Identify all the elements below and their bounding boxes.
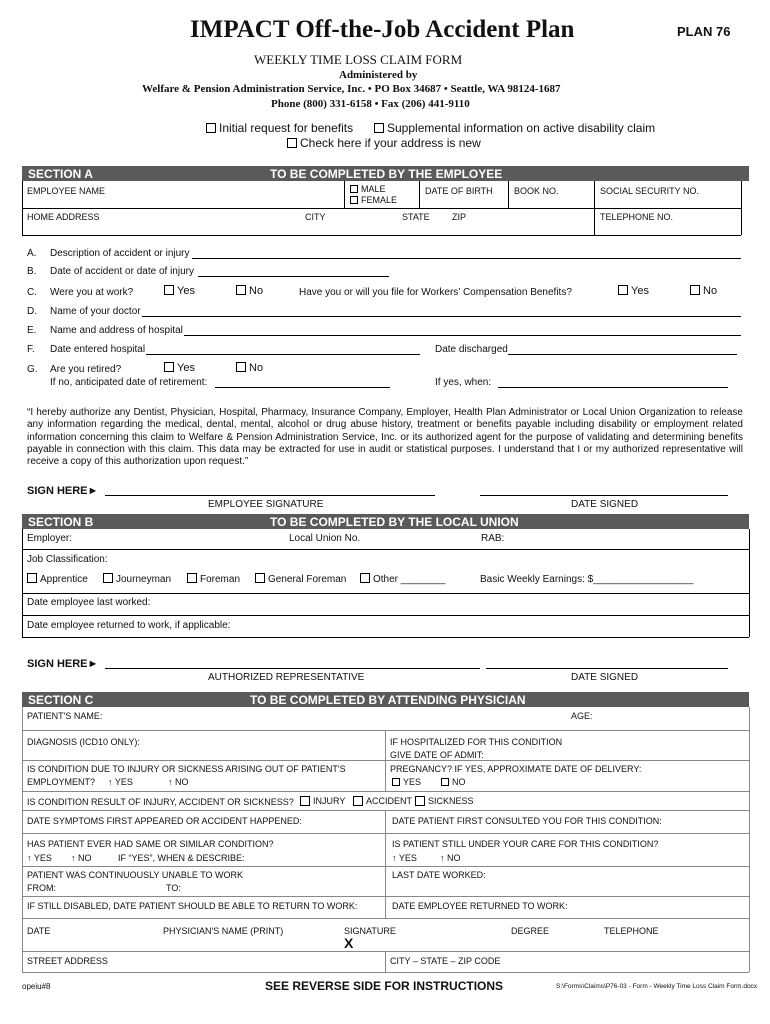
retired-when-line[interactable] xyxy=(498,387,728,388)
union-label: opeiu#8 xyxy=(22,982,51,991)
checkbox[interactable] xyxy=(287,138,297,148)
first-consulted-label: DATE PATIENT FIRST CONSULTED YOU FOR THIS CONDITION: xyxy=(392,816,662,826)
authorized-rep-label: AUTHORIZED REPRESENTATIVE xyxy=(208,672,365,683)
sign-here-a: SIGN HERE► xyxy=(27,485,99,497)
ssn-label: SOCIAL SECURITY NO. xyxy=(600,186,700,196)
checkbox[interactable] xyxy=(206,123,216,133)
male-option[interactable]: MALE xyxy=(350,184,386,194)
q-d-letter: D. xyxy=(27,306,37,317)
pregnancy-yes[interactable]: YES xyxy=(392,777,421,787)
doctor-name-line[interactable] xyxy=(142,316,741,317)
date-discharged-label: Date discharged xyxy=(435,344,508,355)
retirement-date-line[interactable] xyxy=(215,387,390,388)
diagnosis-label: DIAGNOSIS (ICD10 ONLY): xyxy=(27,737,140,747)
section-b-header xyxy=(22,514,749,529)
employee-date-label: DATE SIGNED xyxy=(571,499,639,510)
at-work-yes[interactable]: Yes xyxy=(164,285,195,297)
similar-no[interactable]: ↑ NO xyxy=(71,853,92,863)
able-return-label: IF STILL DISABLED, DATE PATIENT SHOULD BE ABLE TO RETURN TO WORK: xyxy=(27,901,358,911)
accident-option[interactable]: ACCIDENT xyxy=(353,796,412,807)
general-foreman-option[interactable]: General Foreman xyxy=(255,574,346,585)
foreman-option[interactable]: Foreman xyxy=(187,574,240,585)
q-g-letter: G. xyxy=(27,364,38,375)
to-label: TO: xyxy=(166,883,181,893)
if-hospitalized-label: IF HOSPITALIZED FOR THIS CONDITION xyxy=(390,737,563,747)
last-date-worked-label: LAST DATE WORKED: xyxy=(392,870,486,880)
section-a-header xyxy=(22,166,749,181)
employee-signature-line[interactable] xyxy=(105,495,435,496)
phys-signature-label: SIGNATURE xyxy=(344,926,396,936)
section-b-label: SECTION B xyxy=(28,515,94,529)
date-entered-hospital-line[interactable] xyxy=(146,354,420,355)
retired-when-label: If yes, when: xyxy=(435,377,492,388)
q-e-letter: E. xyxy=(27,325,37,336)
at-work-label: Were you at work? xyxy=(50,287,134,298)
patient-name-label: PATIENT'S NAME: xyxy=(27,711,103,721)
date-returned-label: DATE EMPLOYEE RETURNED TO WORK: xyxy=(392,901,568,911)
admit-date-label: GIVE DATE OF ADMIT: xyxy=(390,750,484,760)
phys-telephone-label: TELEPHONE xyxy=(604,926,659,936)
degree-label: DEGREE xyxy=(511,926,550,936)
q-b-letter: B. xyxy=(27,266,37,277)
basic-weekly-earnings-label: Basic Weekly Earnings: $__________________ xyxy=(480,574,694,585)
accident-date-label: Date of accident or date of injury xyxy=(50,266,194,277)
section-a-heading: TO BE COMPLETED BY THE EMPLOYEE xyxy=(270,167,503,181)
injury-option[interactable]: INJURY xyxy=(300,796,345,807)
symptoms-date-label: DATE SYMPTOMS FIRST APPEARED OR ACCIDENT HAPPENED: xyxy=(27,816,302,826)
journeyman-option[interactable]: Journeyman xyxy=(103,574,171,585)
section-c-header xyxy=(22,692,749,707)
retired-label: Are you retired? xyxy=(50,364,122,375)
local-union-label: Local Union No. xyxy=(289,533,361,544)
new-address-option[interactable]: Check here if your address is new xyxy=(287,136,481,150)
supplemental-option[interactable]: Supplemental information on active disability claim xyxy=(374,121,655,135)
doctor-name-label: Name of your doctor xyxy=(50,306,141,317)
other-option[interactable]: Other ________ xyxy=(360,574,445,585)
date-discharged-line[interactable] xyxy=(508,354,737,355)
accident-description-line[interactable] xyxy=(192,258,741,259)
city-label: CITY xyxy=(305,212,326,222)
female-option[interactable]: FEMALE xyxy=(350,195,397,205)
workers-comp-label: Have you or will you file for Workers’ Compensation Benefits? xyxy=(299,287,572,298)
administrator-phone: Phone (800) 331-6158 • Fax (206) 441-9110 xyxy=(271,98,470,110)
sickness-option[interactable]: SICKNESS xyxy=(415,796,474,807)
representative-date-label: DATE SIGNED xyxy=(571,672,639,683)
from-label: FROM: xyxy=(27,883,56,893)
section-a-label: SECTION A xyxy=(28,167,93,181)
workers-comp-yes[interactable]: Yes xyxy=(618,285,649,297)
state-label: STATE xyxy=(402,212,430,222)
phys-name-label: PHYSICIAN'S NAME (PRINT) xyxy=(163,926,284,936)
q-a-letter: A. xyxy=(27,248,37,259)
checkbox[interactable] xyxy=(374,123,384,133)
representative-signature-line[interactable] xyxy=(105,668,480,669)
accident-date-line[interactable] xyxy=(198,276,389,277)
employment-yes[interactable]: ↑ YES xyxy=(108,777,133,787)
hospital-line[interactable] xyxy=(184,335,741,336)
zip-label: ZIP xyxy=(452,212,467,222)
similar-condition-label: HAS PATIENT EVER HAD SAME OR SIMILAR CONDITION? xyxy=(27,839,274,849)
returned-to-work-label: Date employee returned to work, if applicable: xyxy=(27,620,231,631)
administered-by: Administered by xyxy=(339,69,418,81)
form-title: IMPACT Off-the-Job Accident Plan xyxy=(190,16,575,43)
hospital-label: Name and address of hospital xyxy=(50,325,183,336)
job-classification-label: Job Classification: xyxy=(27,554,108,565)
condition-result-label: IS CONDITION RESULT OF INJURY, ACCIDENT OR SICKNESS? xyxy=(27,797,294,807)
reverse-side-note: SEE REVERSE SIDE FOR INSTRUCTIONS xyxy=(265,979,504,993)
pregnancy-label: PREGNANCY? IF YES, APPROXIMATE DATE OF DELIVERY: xyxy=(390,764,642,774)
retired-yes[interactable]: Yes xyxy=(164,362,195,374)
telephone-label: TELEPHONE NO. xyxy=(600,212,674,222)
section-c-heading: TO BE COMPLETED BY ATTENDING PHYSICIAN xyxy=(250,693,526,707)
dob-label: DATE OF BIRTH xyxy=(425,186,493,196)
accident-description-label: Description of accident or injury xyxy=(50,248,190,259)
employment-label: EMPLOYMENT? xyxy=(27,777,96,787)
employee-date-line[interactable] xyxy=(480,495,728,496)
q-c-letter: C. xyxy=(27,287,37,298)
at-work-no[interactable]: No xyxy=(236,285,263,297)
pregnancy-no[interactable]: NO xyxy=(441,777,466,787)
employer-label: Employer: xyxy=(27,533,73,544)
city-state-zip-label: CITY – STATE – ZIP CODE xyxy=(390,956,501,966)
phys-date-label: DATE xyxy=(27,926,51,936)
authorization-statement: “I hereby authorize any Dentist, Physician, Hospital, Pharmacy, Insurance Company, Employer, Health Plan Administrator or Local Union Organization to release any information regarding the medical, dental, mental, alcohol or drug abuse history, treatment or benefits payable including disability or employment related information concerning this claim to Welfare & Pension Administration Service, Inc. or its authorized agent for the purpose of validating and determining benefits payable in connection with this claim. This data may be extracted for use in audit or statistical purposes. I understand that I or my authorized representative will receive a copy of this authorization upon request.” xyxy=(27,407,743,468)
employee-signature-label: EMPLOYEE SIGNATURE xyxy=(208,499,324,510)
under-care-yes[interactable]: ↑ YES xyxy=(392,853,417,863)
home-address-label: HOME ADDRESS xyxy=(27,212,100,222)
under-care-no[interactable]: ↑ NO xyxy=(440,853,461,863)
workers-comp-no[interactable]: No xyxy=(690,285,717,297)
similar-yes[interactable]: ↑ YES xyxy=(27,853,52,863)
unable-to-work-label: PATIENT WAS CONTINUOUSLY UNABLE TO WORK xyxy=(27,870,244,880)
administrator-address: Welfare & Pension Administration Service, Inc. • PO Box 34687 • Seattle, WA 98124-1687 xyxy=(142,83,561,95)
section-b-heading: TO BE COMPLETED BY THE LOCAL UNION xyxy=(270,515,519,529)
last-worked-label: Date employee last worked: xyxy=(27,597,151,608)
file-path: S:\Forms\Claims\P76-03 - Form - Weekly Time Loss Claim Form.docx xyxy=(556,983,758,990)
form-subtitle: WEEKLY TIME LOSS CLAIM FORM xyxy=(254,52,463,67)
section-c-label: SECTION C xyxy=(28,693,94,707)
apprentice-option[interactable]: Apprentice xyxy=(27,574,88,585)
employee-name-label: EMPLOYEE NAME xyxy=(27,186,106,196)
retired-no[interactable]: No xyxy=(236,362,263,374)
due-to-employment-label: IS CONDITION DUE TO INJURY OR SICKNESS ARISING OUT OF PATIENT'S xyxy=(27,764,346,774)
q-f-letter: F. xyxy=(27,344,35,355)
similar-describe-label: IF “YES”, WHEN & DESCRIBE: xyxy=(118,853,245,863)
rab-label: RAB: xyxy=(481,533,505,544)
under-care-label: IS PATIENT STILL UNDER YOUR CARE FOR THIS CONDITION? xyxy=(392,839,659,849)
book-no-label: BOOK NO. xyxy=(514,186,559,196)
age-label: AGE: xyxy=(571,711,593,721)
date-entered-hospital-label: Date entered hospital xyxy=(50,344,146,355)
employment-no[interactable]: ↑ NO xyxy=(168,777,189,787)
signature-x-mark: X xyxy=(344,935,354,951)
representative-date-line[interactable] xyxy=(486,668,728,669)
retirement-date-label: If no, anticipated date of retirement: xyxy=(50,377,208,388)
plan-number: PLAN 76 xyxy=(677,24,731,39)
street-address-label: STREET ADDRESS xyxy=(27,956,108,966)
sign-here-b: SIGN HERE► xyxy=(27,658,99,670)
initial-request-option[interactable]: Initial request for benefits xyxy=(206,121,353,135)
